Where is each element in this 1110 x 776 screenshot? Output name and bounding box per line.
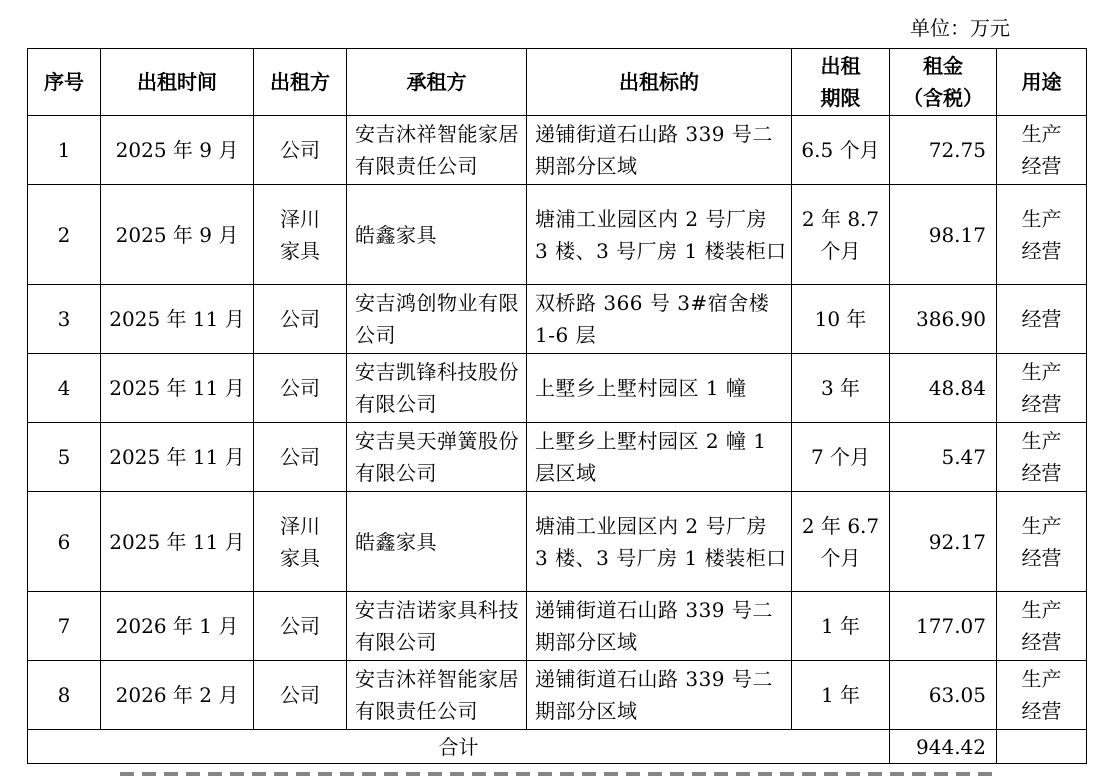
cell-term: 10 年: [792, 285, 890, 354]
cell-rent: 48.84: [890, 354, 997, 423]
cell-use: 生产 经营: [997, 354, 1087, 423]
cell-target: 塘浦工业园区内 2 号厂房 3 楼、3 号厂房 1 楼装柜口: [527, 492, 792, 592]
cell-time: 2026 年 2 月: [101, 661, 254, 730]
cell-time: 2026 年 1 月: [101, 592, 254, 661]
cell-lessee: 安吉鸿创物业有限公司: [347, 285, 527, 354]
cell-term: 3 年: [792, 354, 890, 423]
cell-lessor: 泽川 家具: [254, 185, 347, 285]
cell-seq: 4: [28, 354, 101, 423]
table-row: [28, 116, 1087, 185]
cell-rent: 98.17: [890, 185, 997, 285]
cell-lessee: 安吉沐祥智能家居有限责任公司: [347, 661, 527, 730]
cell-lessee: 皓鑫家具: [347, 185, 527, 285]
cell-term: 2 年 6.7 个月: [792, 492, 890, 592]
cell-target: 递铺街道石山路 339 号二期部分区域: [527, 592, 792, 661]
cell-seq: 5: [28, 423, 101, 492]
total-label: 合计: [28, 730, 890, 764]
cell-target: 递铺街道石山路 339 号二期部分区域: [527, 116, 792, 185]
header-lessee: 承租方: [347, 49, 527, 116]
cell-lessor: 公司: [254, 661, 347, 730]
table-row: [28, 185, 1087, 285]
cell-seq: 3: [28, 285, 101, 354]
cell-use: 生产 经营: [997, 661, 1087, 730]
cell-seq: 8: [28, 661, 101, 730]
cell-use: 生产 经营: [997, 592, 1087, 661]
table-header: [28, 49, 1087, 116]
cell-use: 经营: [997, 285, 1087, 354]
cell-target: 上墅乡上墅村园区 2 幢 1 层区域: [527, 423, 792, 492]
table-row: [28, 285, 1087, 354]
cell-seq: 7: [28, 592, 101, 661]
cell-time: 2025 年 11 月: [101, 423, 254, 492]
header-time: 出租时间: [101, 49, 254, 116]
cell-lessor: 公司: [254, 354, 347, 423]
cell-rent: 386.90: [890, 285, 997, 354]
total-row: [28, 730, 1087, 764]
cell-time: 2025 年 11 月: [101, 492, 254, 592]
cell-rent: 63.05: [890, 661, 997, 730]
lease-table: [27, 48, 1087, 764]
cell-use: 生产 经营: [997, 492, 1087, 592]
cell-seq: 1: [28, 116, 101, 185]
header-rent: 租金 （含税）: [890, 49, 997, 116]
cell-lessor: 公司: [254, 285, 347, 354]
table-row: [28, 423, 1087, 492]
cell-lessor: 公司: [254, 592, 347, 661]
header-target: 出租标的: [527, 49, 792, 116]
cell-target: 双桥路 366 号 3#宿舍楼 1-6 层: [527, 285, 792, 354]
truncated-text-line: [0, 770, 1110, 776]
cell-use: 生产 经营: [997, 116, 1087, 185]
cell-lessee: 皓鑫家具: [347, 492, 527, 592]
cell-lessor: 公司: [254, 116, 347, 185]
header-term: 出租 期限: [792, 49, 890, 116]
unit-label: 单位：万元: [910, 16, 1010, 40]
cell-target: 上墅乡上墅村园区 1 幢: [527, 354, 792, 423]
table-row: [28, 354, 1087, 423]
cell-seq: 6: [28, 492, 101, 592]
cell-term: 2 年 8.7 个月: [792, 185, 890, 285]
header-lessor: 出租方: [254, 49, 347, 116]
cell-rent: 92.17: [890, 492, 997, 592]
table-body: [28, 116, 1087, 730]
cell-seq: 2: [28, 185, 101, 285]
cell-lessor: 泽川 家具: [254, 492, 347, 592]
cell-use: 生产 经营: [997, 423, 1087, 492]
cell-term: 1 年: [792, 592, 890, 661]
cell-time: 2025 年 9 月: [101, 185, 254, 285]
cell-use: 生产 经营: [997, 185, 1087, 285]
total-use-empty: [997, 730, 1087, 764]
table-row: [28, 592, 1087, 661]
cell-term: 1 年: [792, 661, 890, 730]
cell-target: 递铺街道石山路 339 号二期部分区域: [527, 661, 792, 730]
cell-lessee: 安吉凯锋科技股份有限公司: [347, 354, 527, 423]
table-row: [28, 661, 1087, 730]
header-row: [28, 49, 1087, 116]
cell-term: 6.5 个月: [792, 116, 890, 185]
table-footer: [28, 730, 1087, 764]
cell-target: 塘浦工业园区内 2 号厂房 3 楼、3 号厂房 1 楼装柜口: [527, 185, 792, 285]
total-rent: 944.42: [890, 730, 997, 764]
header-seq: 序号: [28, 49, 101, 116]
cell-time: 2025 年 11 月: [101, 354, 254, 423]
cell-lessee: 安吉昊天弹簧股份有限公司: [347, 423, 527, 492]
cell-lessor: 公司: [254, 423, 347, 492]
cell-term: 7 个月: [792, 423, 890, 492]
cell-time: 2025 年 9 月: [101, 116, 254, 185]
header-use: 用途: [997, 49, 1087, 116]
table-row: [28, 492, 1087, 592]
cell-lessee: 安吉洁诺家具科技有限公司: [347, 592, 527, 661]
cell-lessee: 安吉沐祥智能家居有限责任公司: [347, 116, 527, 185]
cell-rent: 5.47: [890, 423, 997, 492]
cell-rent: 72.75: [890, 116, 997, 185]
cell-rent: 177.07: [890, 592, 997, 661]
cell-time: 2025 年 11 月: [101, 285, 254, 354]
